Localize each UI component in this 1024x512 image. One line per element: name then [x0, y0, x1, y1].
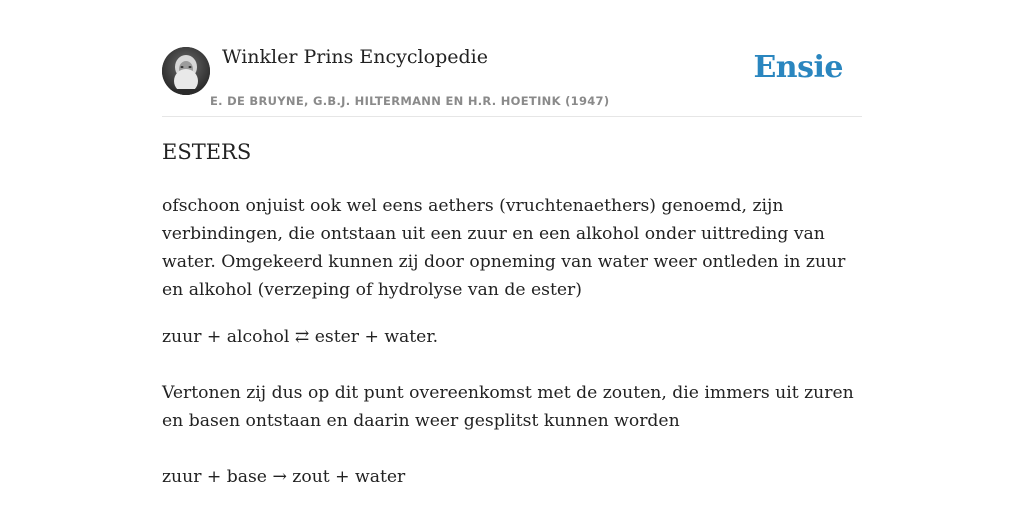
article-title: ESTERS	[162, 140, 252, 164]
ensie-logo[interactable]: Ensie	[753, 50, 843, 85]
page	[162, 0, 862, 512]
author-portrait-icon[interactable]	[162, 47, 210, 95]
equation-salt: zuur + base → zout + water	[162, 467, 406, 487]
authors-line: E. DE BRUYNE, G.B.J. HILTERMANN EN H.R. HOETINK (1947)	[210, 94, 610, 108]
equation-ester: zuur + alcohol ⇄ ester + water.	[162, 327, 439, 347]
publication-title[interactable]: Winkler Prins Encyclopedie	[222, 46, 488, 68]
article-paragraph: ofschoon onjuist ook wel eens aethers (vruchtenaethers) genoemd, zijn verbindingen, die ontstaan uit een zuur en een alkohol onder uittreding van water. Omgekeerd kunnen zij door opneming van water weer ontleden in zuur en alkohol (verzeping of hydrolyse van de ester)	[162, 196, 846, 300]
article-paragraph: Vertonen zij dus op dit punt overeenkomst met de zouten, die immers uit zuren en basen ontstaan en daarin weer gesplitst kunnen worden	[162, 383, 854, 431]
header	[162, 0, 862, 117]
